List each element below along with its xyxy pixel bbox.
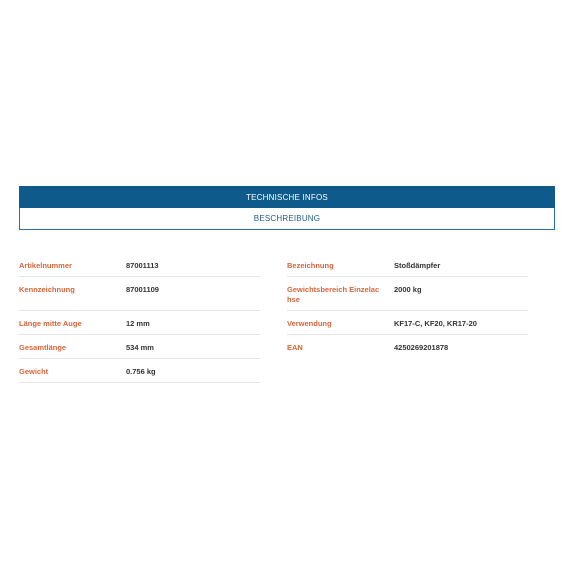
spec-row — [287, 335, 528, 358]
spec-label: Gewicht — [19, 367, 49, 376]
spec-row — [287, 277, 528, 311]
spec-row — [19, 253, 260, 277]
specs-table-left — [19, 253, 260, 383]
spec-row — [287, 253, 528, 277]
spec-row — [287, 311, 528, 335]
info-tabs — [19, 186, 555, 230]
spec-value: 4250269201878 — [394, 343, 449, 352]
spec-label: Gesamtlänge — [19, 343, 67, 352]
spec-value: 2000 kg — [394, 285, 422, 294]
spec-row — [19, 311, 260, 335]
spec-value: 87001109 — [126, 285, 159, 294]
spec-row — [19, 359, 260, 383]
spec-row — [19, 277, 260, 311]
tab-technical-infos-label: TECHNISCHE INFOS — [246, 192, 328, 202]
spec-value: 0.756 kg — [126, 367, 156, 376]
spec-label: Länge mitte Auge — [19, 319, 82, 328]
spec-value: 12 mm — [126, 319, 150, 328]
tab-technical-infos[interactable] — [19, 186, 555, 208]
spec-label: Artikelnummer — [19, 261, 72, 270]
spec-label: Kennzeichnung — [19, 285, 75, 294]
spec-label: EAN — [287, 343, 303, 352]
spec-label-line1: Gewichtsbereich Einzelac — [287, 285, 380, 294]
tab-description-label: BESCHREIBUNG — [253, 214, 321, 223]
spec-row — [19, 335, 260, 359]
specs-table-right — [287, 253, 528, 358]
spec-value: Stoßdämpfer — [394, 261, 441, 270]
spec-value: 87001113 — [126, 261, 159, 270]
spec-value: 534 mm — [126, 343, 154, 352]
spec-label-line2: hse — [287, 295, 300, 304]
spec-label: Verwendung — [287, 319, 332, 328]
spec-label: Bezeichnung — [287, 261, 334, 270]
spec-label — [287, 285, 379, 305]
tab-description[interactable] — [19, 208, 555, 230]
spec-value: KF17-C, KF20, KR17-20 — [394, 319, 477, 328]
